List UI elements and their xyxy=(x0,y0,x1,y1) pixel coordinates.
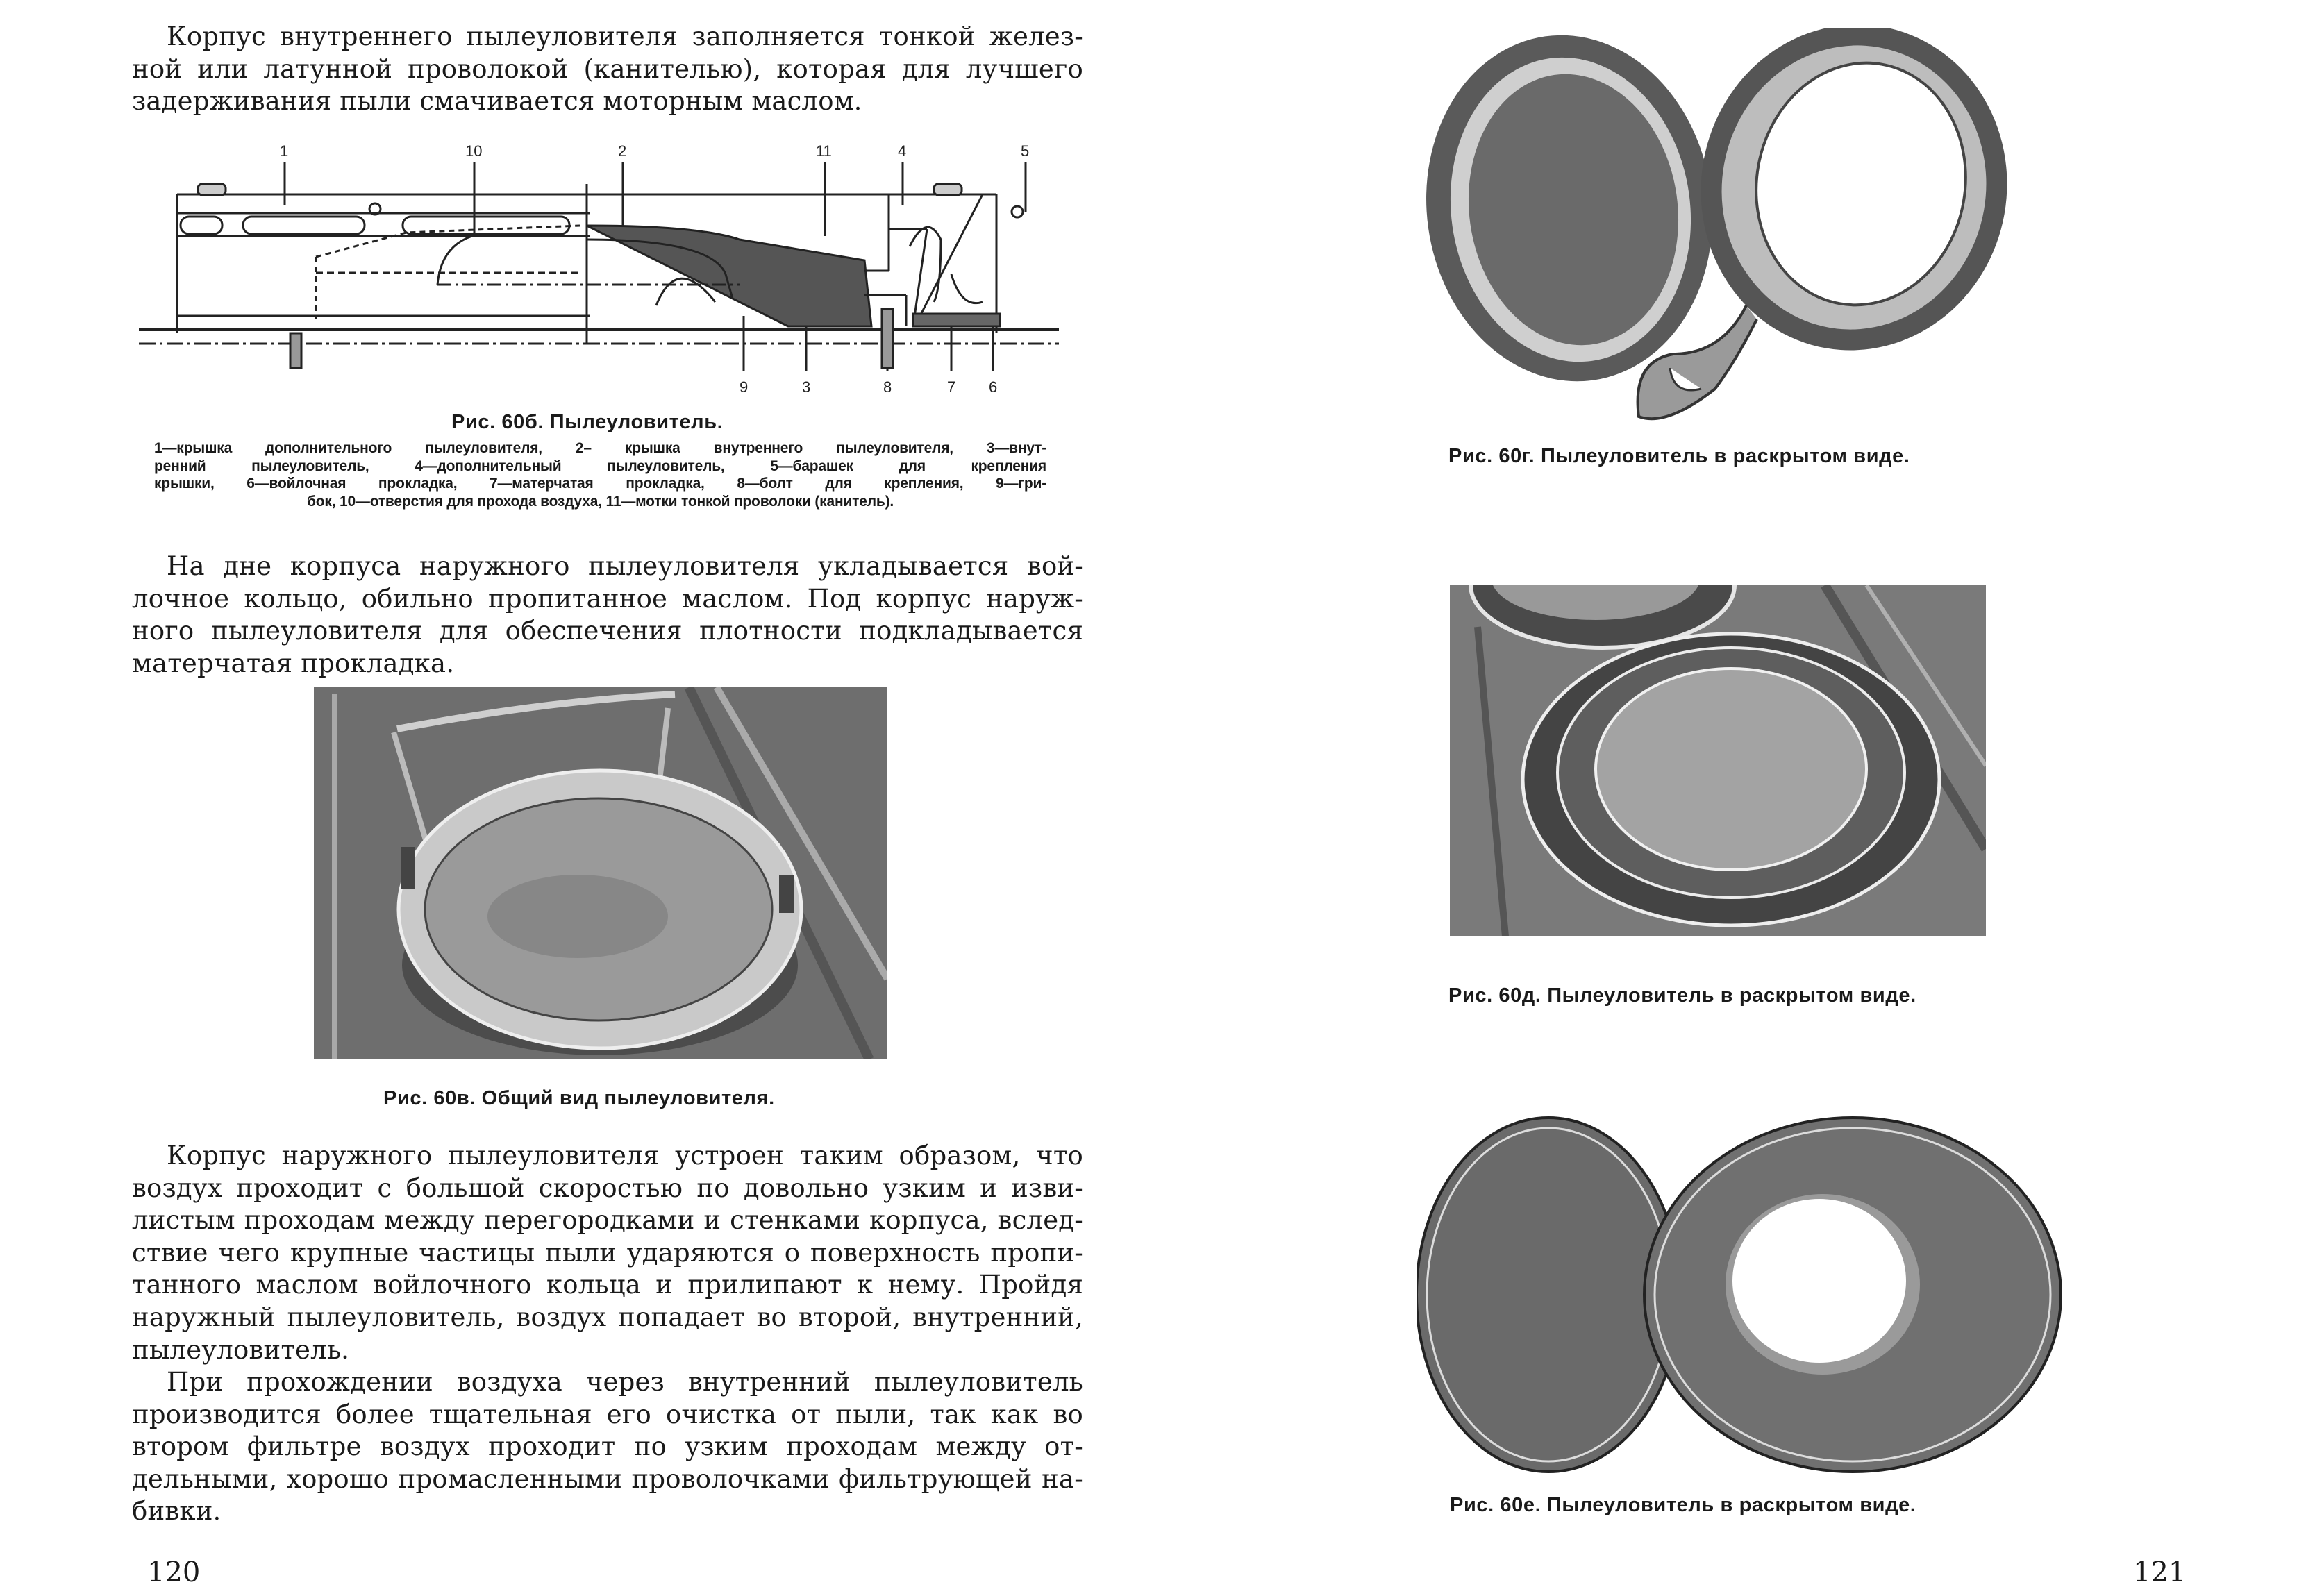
diagram-label: 5 xyxy=(1021,142,1030,160)
legend-line: 1—крышка дополнительного пылеуловителя, 2– крышка внутреннего пылеуловителя, 3—внут- xyxy=(154,440,1046,456)
diagram-label: 8 xyxy=(883,378,892,396)
text-line: дельными, хорошо промасленными проволочками фильтрующей на- xyxy=(132,1463,1083,1494)
legend-line: ренний пылеуловитель, 4—дополнительный пылеуловитель, 5—барашек для крепления xyxy=(154,457,1046,474)
figure-60e-photo xyxy=(1417,1114,2090,1479)
diagram-label: 6 xyxy=(989,378,998,396)
text-line: лочное кольцо, обильно пропитанное маслом. Под корпус наруж- xyxy=(132,583,1083,614)
text-line: задерживания пыли смачивается моторным маслом. xyxy=(132,86,862,117)
paragraph-2 xyxy=(132,551,1083,680)
diagram-label: 2 xyxy=(618,142,627,160)
diagram-label: 11 xyxy=(816,142,832,160)
text-line: танного маслом войлочного кольца и прилипают к нему. Пройдя xyxy=(132,1270,1083,1300)
page-number-left: 120 xyxy=(147,1556,201,1588)
text-line: Корпус наружного пылеуловителя устроен таким образом, что xyxy=(167,1141,1083,1170)
diagram-label: 3 xyxy=(802,378,811,396)
legend-line: бок, 10—отверстия для прохода воздуха, 11—мотки тонкой проволоки (канитель). xyxy=(307,493,894,510)
text-line: производится более тщательная его очистка от пыли, так как во xyxy=(132,1399,1083,1429)
figure-60g-photo xyxy=(1410,28,2062,430)
figure-60g-caption: Рис. 60г. Пылеуловитель в раскрытом виде. xyxy=(1448,445,1910,467)
text-line: матерчатая прокладка. xyxy=(132,648,455,678)
text-line: При прохождении воздуха через внутренний пылеуловитель xyxy=(167,1367,1083,1397)
figure-60b-diagram xyxy=(128,135,1101,403)
text-line: ствие чего крупные частицы пыли ударяются о поверхность пропи- xyxy=(132,1237,1083,1268)
figure-60d-photo xyxy=(1450,585,1986,936)
text-line: листым проходам между перегородками и стенками корпуса, вслед- xyxy=(132,1205,1083,1236)
text-line: втором фильтре воздух проходит по узким проходам между от- xyxy=(132,1431,1083,1462)
figure-60b-legend xyxy=(154,439,1046,510)
text-line: ной или латунной проволокой (канителью), которая для лучшего xyxy=(132,53,1083,84)
text-line: воздух проходит с большой скоростью по довольно узким и изви- xyxy=(132,1173,1083,1203)
paragraph-3 xyxy=(132,1140,1083,1366)
text-line: бивки. xyxy=(132,1496,222,1527)
page-number-right: 121 xyxy=(2133,1556,2187,1588)
diagram-label: 10 xyxy=(465,142,483,160)
figure-60d-caption: Рис. 60д. Пылеуловитель в раскрытом виде. xyxy=(1448,984,1916,1007)
text-line: Корпус внутреннего пылеуловителя заполняется тонкой желез- xyxy=(167,22,1083,51)
diagram-label: 1 xyxy=(280,142,289,160)
diagram-label: 4 xyxy=(898,142,907,160)
paragraph-4 xyxy=(132,1366,1083,1528)
figure-60v-caption: Рис. 60в. Общий вид пылеуловителя. xyxy=(383,1087,775,1109)
text-line: наружный пылеуловитель, воздух попадает во второй, внутренний, xyxy=(132,1302,1083,1332)
figure-60b-caption: Рис. 60б. Пылеуловитель. xyxy=(451,411,724,433)
text-line: На дне корпуса наружного пылеуловителя укладывается вой- xyxy=(167,551,1083,581)
legend-line: крышки, 6—войлочная прокладка, 7—матерчатая прокладка, 8—болт для крепления, 9—гри- xyxy=(154,476,1046,492)
diagram-label: 9 xyxy=(740,378,749,396)
figure-60v-photo xyxy=(314,687,887,1059)
paragraph-1 xyxy=(132,21,1083,118)
text-line: ного пылеуловителя для обеспечения плотности подкладывается xyxy=(132,616,1083,646)
diagram-label: 7 xyxy=(947,378,956,396)
text-line: пылеуловитель. xyxy=(132,1334,350,1365)
figure-60e-caption: Рис. 60е. Пылеуловитель в раскрытом виде. xyxy=(1450,1494,1916,1516)
